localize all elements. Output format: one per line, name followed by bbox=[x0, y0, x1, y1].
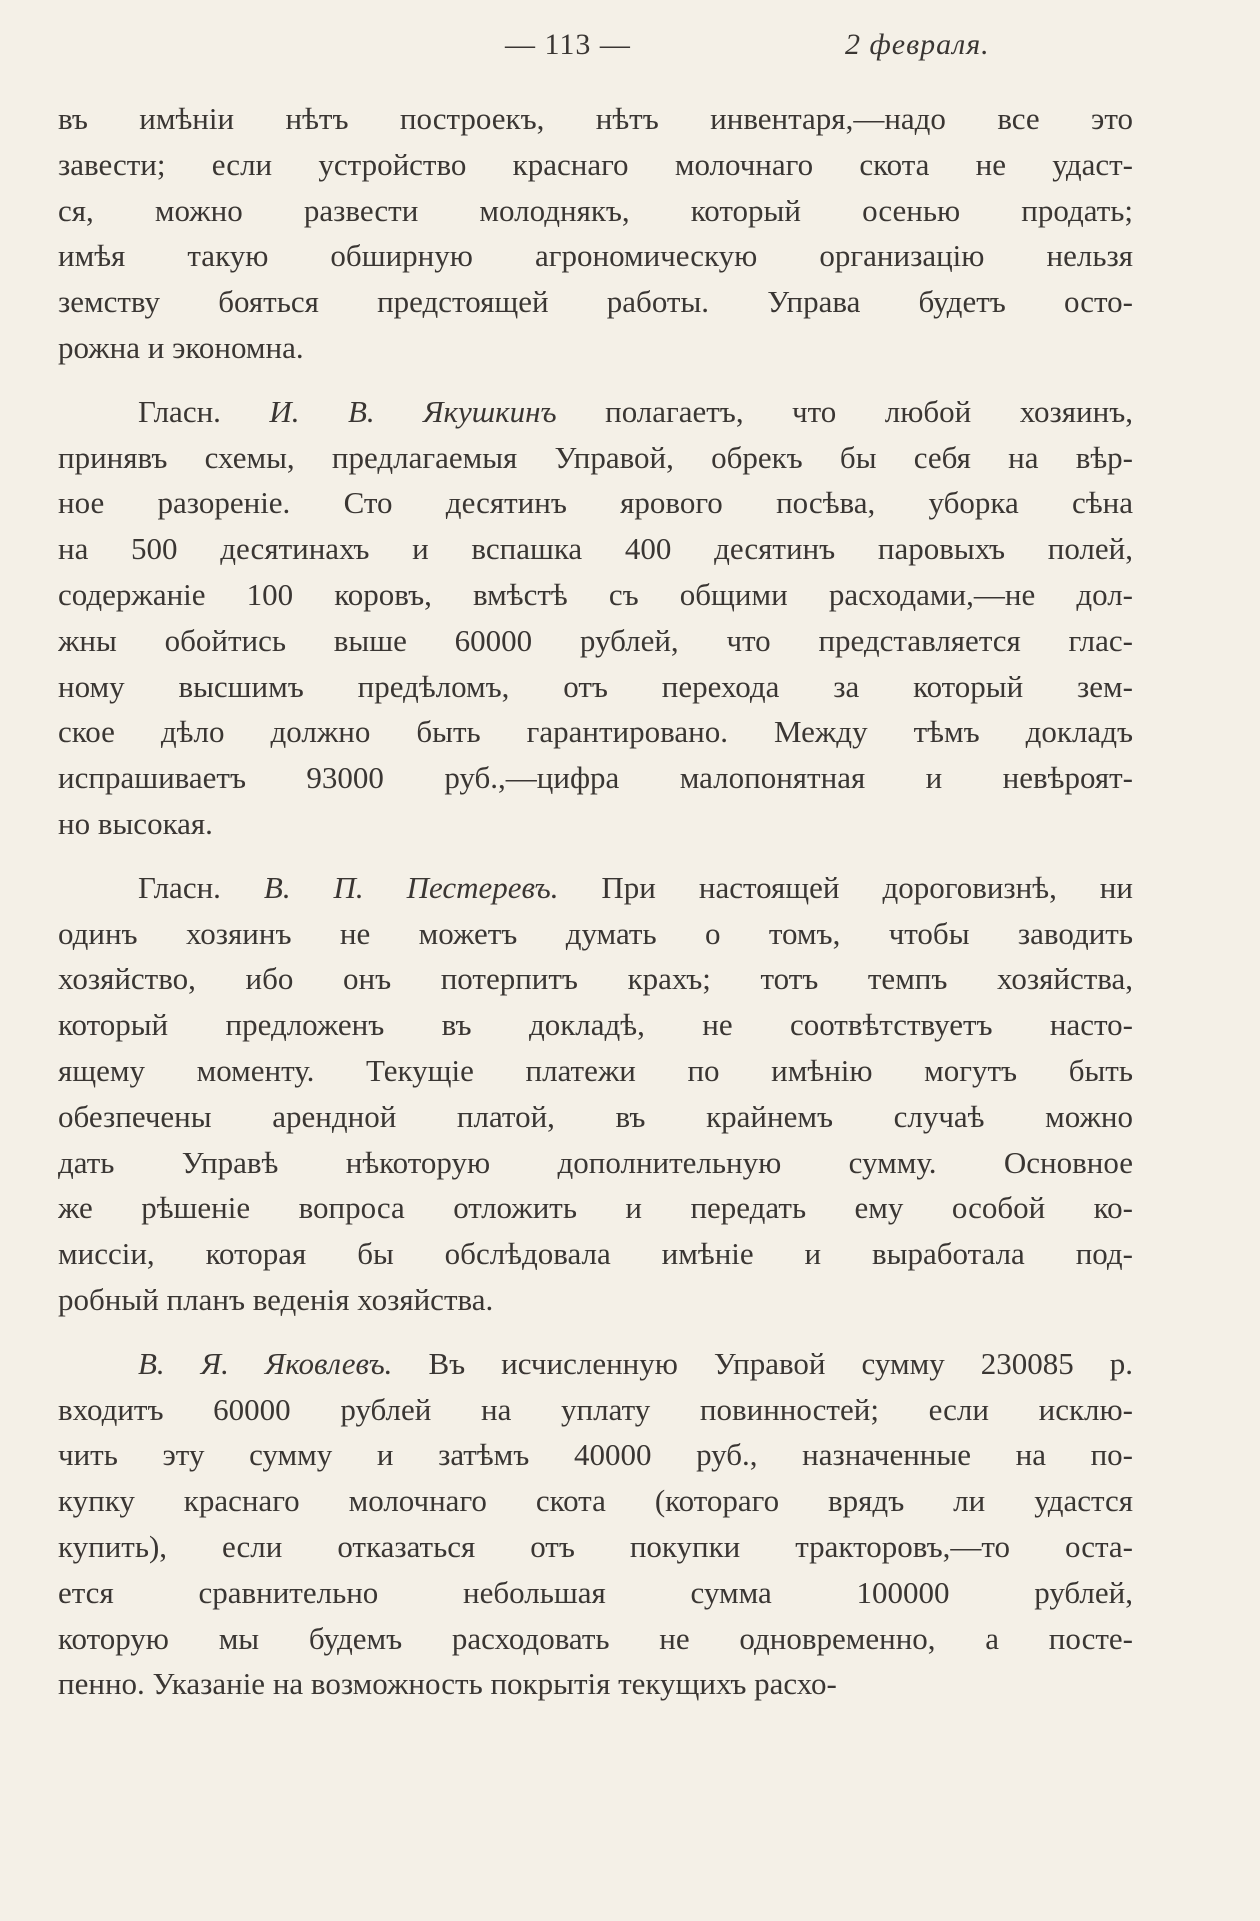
speaker-name: И. В. Якушкинъ bbox=[269, 393, 557, 429]
text-line: ское дѣло должно быть гарантировано. Между тѣмъ докладъ bbox=[58, 714, 1133, 750]
text-line: купить), если отказаться отъ покупки тракторовъ,—то оста- bbox=[58, 1528, 1133, 1564]
speaker-name: В. Я. Яковлевъ. bbox=[138, 1345, 393, 1381]
text-line: содержаніе 100 коровъ, вмѣстѣ съ общими расходами,—не дол- bbox=[58, 576, 1133, 612]
text-line: принявъ схемы, предлагаемыя Управой, обрекъ бы себя на вѣр- bbox=[58, 439, 1133, 475]
text-line: же рѣшеніе вопроса отложить и передать ему особой ко- bbox=[58, 1190, 1133, 1226]
text-line: которую мы будемъ расходовать не одновременно, а посте- bbox=[58, 1620, 1133, 1656]
text-line: дать Управѣ нѣкоторую дополнительную сумму. Основное bbox=[58, 1144, 1133, 1180]
text-line: хозяйство, ибо онъ потерпитъ крахъ; тотъ темпъ хозяйства, bbox=[58, 961, 1133, 997]
paragraph bbox=[58, 389, 1133, 847]
text-line: чить эту сумму и затѣмъ 40000 руб., назначенные на по- bbox=[58, 1437, 1133, 1473]
text-line: робный планъ веденія хозяйства. bbox=[58, 1281, 494, 1317]
text-line: миссіи, которая бы обслѣдовала имѣніе и выработала под- bbox=[58, 1236, 1133, 1272]
text-line: ящему моменту. Текущіе платежи по имѣнію могутъ быть bbox=[58, 1052, 1133, 1088]
text-line: на 500 десятинахъ и вспашка 400 десятинъ паровыхъ полей, bbox=[58, 531, 1133, 567]
text-line: испрашиваетъ 93000 руб.,—цифра малопонятная и невѣроят- bbox=[58, 760, 1133, 796]
text-line bbox=[58, 389, 1133, 435]
paragraph bbox=[58, 1341, 1133, 1707]
page-number: — 113 — bbox=[505, 28, 631, 61]
speaker-title: Гласн. bbox=[138, 393, 270, 429]
text-line: земству бояться предстоящей работы. Управа будетъ осто- bbox=[58, 284, 1133, 320]
text-line: ному высшимъ предѣломъ, отъ перехода за который зем- bbox=[58, 668, 1133, 704]
line-text: При настоящей дороговизнѣ, ни bbox=[558, 869, 1133, 905]
text-line: рожна и экономна. bbox=[58, 329, 304, 365]
text-line: имѣя такую обширную агрономическую организацію нельзя bbox=[58, 238, 1133, 274]
text-line: ется сравнительно небольшая сумма 100000 рублей, bbox=[58, 1574, 1133, 1610]
text-line: жны обойтись выше 60000 рублей, что представляется глас- bbox=[58, 622, 1133, 658]
line-text: Въ исчисленную Управой сумму 230085 р. bbox=[392, 1345, 1133, 1381]
line-text: полагаетъ, что любой хозяинъ, bbox=[556, 393, 1133, 429]
page-header bbox=[0, 28, 1260, 78]
text-line bbox=[58, 865, 1133, 911]
text-line: ся, можно развести молоднякъ, который осенью продать; bbox=[58, 192, 1133, 228]
speaker-title: Гласн. bbox=[138, 869, 264, 905]
text-line: входитъ 60000 рублей на уплату повинностей; если исклю- bbox=[58, 1391, 1133, 1427]
text-line: обезпечены арендной платой, въ крайнемъ случаѣ можно bbox=[58, 1098, 1133, 1134]
running-header-date: 2 февраля. bbox=[845, 28, 990, 61]
text-line: пенно. Указаніе на возможность покрытія текущихъ расхо- bbox=[58, 1666, 837, 1702]
text-line: купку краснаго молочнаго скота (котораго врядъ ли удастся bbox=[58, 1483, 1133, 1519]
text-line: въ имѣніи нѣтъ построекъ, нѣтъ инвентаря,—надо все это bbox=[58, 101, 1133, 136]
paragraph bbox=[58, 96, 1133, 371]
text-line: который предложенъ въ докладѣ, не соотвѣтствуетъ насто- bbox=[58, 1007, 1133, 1043]
speaker-name: В. П. Пестеревъ. bbox=[263, 869, 559, 905]
text-line: завести; если устройство краснаго молочнаго скота не удаст- bbox=[58, 146, 1133, 182]
text-line: но высокая. bbox=[58, 805, 213, 841]
text-line bbox=[58, 1341, 1133, 1387]
text-line: одинъ хозяинъ не можетъ думать о томъ, чтобы заводить bbox=[58, 915, 1133, 951]
body-text bbox=[58, 96, 1133, 1725]
paragraph bbox=[58, 865, 1133, 1323]
text-line: ное разореніе. Сто десятинъ ярового посѣва, уборка сѣна bbox=[58, 485, 1133, 521]
